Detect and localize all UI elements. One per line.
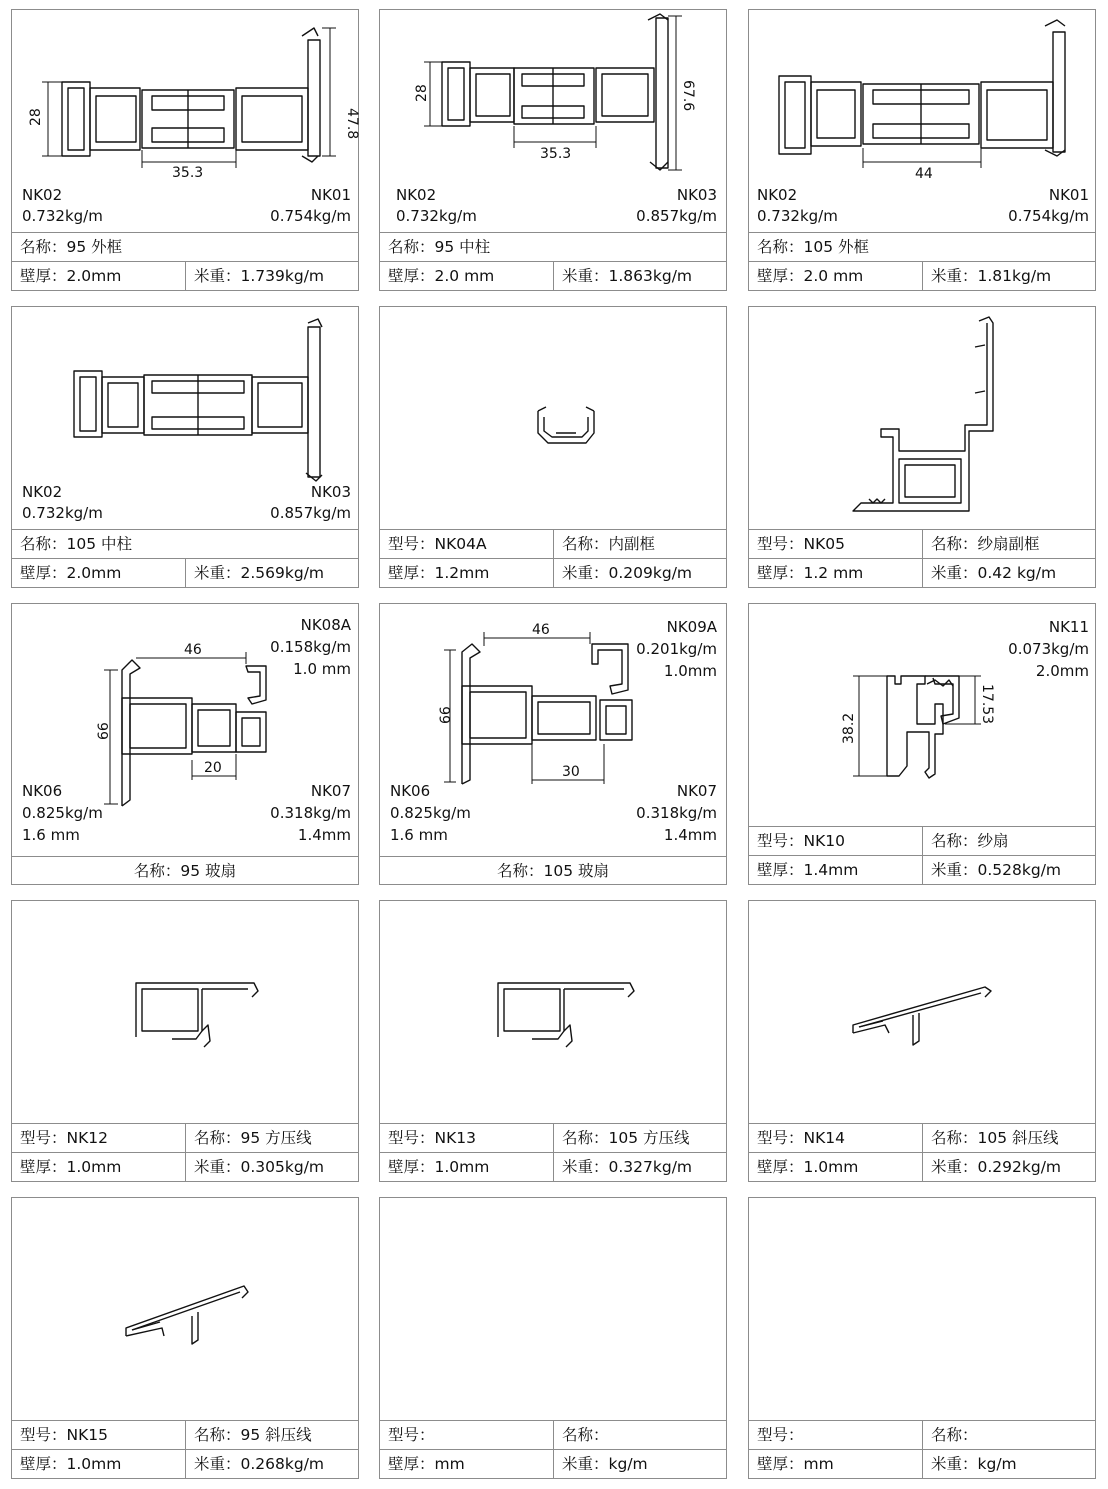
left-profile-code: NK02 [22,186,63,204]
wall-thickness-cell: 壁厚：2.0mm [12,262,186,290]
profile-drawing [12,901,358,1123]
dim-width: 35.3 [540,146,572,162]
top-right-profile-weight: 0.073kg/m [1008,640,1089,658]
dim-bottom: 30 [562,764,580,780]
unit-weight-cell: 米重：0.528kg/m [931,861,1062,879]
section-drawing-nk15 [12,1198,358,1420]
top-right-profile-weight: 0.201kg/m [636,640,717,658]
wall-thickness-cell: 壁厚：1.0mm [12,1153,186,1181]
profile-drawing [380,1198,726,1420]
name-row [380,856,726,885]
name-cell: 名称：105 外框 [757,238,870,256]
wall-thickness-cell: 壁厚：2.0 mm [380,262,554,290]
section-drawing-95-outer-frame [12,10,358,232]
unit-weight-cell: 米重：0.268kg/m [194,1455,325,1473]
right-profile-weight: 0.754kg/m [270,207,351,225]
name-cell: 名称：纱扇副框 [931,535,1040,553]
section-drawing-nk13 [380,901,726,1123]
profile-card-95-mullion [379,9,727,291]
profile-card-nk04a [379,306,727,588]
spec-row [749,261,1095,290]
wall-thickness-cell: 壁厚：1.0mm [12,1450,186,1478]
unit-weight-cell: 米重：2.569kg/m [194,564,325,582]
profile-card-nk14 [748,900,1096,1182]
unit-weight-cell: 米重：1.863kg/m [562,267,693,285]
top-right-profile-code: NK09A [666,618,717,636]
spec-row [380,558,726,587]
dim-left: 66 [96,722,112,740]
left-profile-code: NK02 [757,186,798,204]
dim-width: 35.3 [172,165,204,181]
dim-right: 67.6 [680,80,696,112]
wall-thickness-cell: 壁厚：1.0mm [380,1153,554,1181]
bottom-left-profile-thickness: 1.6 mm [22,826,80,844]
name-cell: 名称：纱扇 [931,832,1009,850]
profile-card-empty-2 [748,1197,1096,1479]
model-cell: 型号：NK04A [380,530,554,558]
profile-drawing [380,901,726,1123]
model-name-row [380,1420,726,1449]
model-name-row [749,1123,1095,1152]
profile-drawing [749,10,1095,232]
top-right-profile-weight: 0.158kg/m [270,638,351,656]
profile-card-nk12 [11,900,359,1182]
name-cell: 名称： [931,1426,978,1444]
section-drawing-nk05 [749,307,1095,529]
dim-width: 44 [915,166,933,182]
bottom-right-profile-code: NK07 [676,782,717,800]
unit-weight-cell: 米重：0.327kg/m [562,1158,693,1176]
name-cell: 名称：95 中柱 [388,238,491,256]
name-row [380,232,726,261]
unit-weight-cell: 米重：0.305kg/m [194,1158,325,1176]
dim-height: 28 [414,84,430,102]
model-cell: 型号： [749,1421,923,1449]
profile-card-95-outer-frame [11,9,359,291]
spec-row [749,855,1095,884]
profile-card-105-glass-sash [379,603,727,885]
profile-card-nk10-screen-sash [748,603,1096,885]
spec-row [380,1152,726,1181]
name-cell: 名称：95 外框 [20,238,123,256]
top-right-profile-code: NK11 [1048,618,1089,636]
unit-weight-cell: 米重：0.292kg/m [931,1158,1062,1176]
model-cell: 型号：NK13 [380,1124,554,1152]
spec-row [12,261,358,290]
right-profile-code: NK03 [676,186,717,204]
dim-right: 47.8 [344,108,360,140]
name-row [12,232,358,261]
profile-card-105-outer-frame [748,9,1096,291]
right-profile-code: NK01 [1048,186,1089,204]
profile-card-105-mullion [11,306,359,588]
bottom-right-profile-thickness: 1.4mm [297,826,351,844]
spec-row [749,558,1095,587]
dim-height: 28 [28,108,44,126]
spec-row [12,558,358,587]
spec-row [380,261,726,290]
name-cell: 名称：95 玻扇 [133,862,237,880]
top-right-profile-code: NK08A [300,616,351,634]
profile-card-empty-1 [379,1197,727,1479]
profile-drawing [380,307,726,529]
profile-drawing [749,307,1095,529]
profile-card-nk13 [379,900,727,1182]
model-name-row [380,529,726,558]
unit-weight-cell: 米重：kg/m [562,1455,648,1473]
model-cell: 型号：NK05 [749,530,923,558]
model-name-row [749,529,1095,558]
top-right-profile-thickness: 1.0mm [663,662,717,680]
left-profile-code: NK02 [396,186,437,204]
name-cell: 名称：95 斜压线 [194,1426,312,1444]
unit-weight-cell: 米重：kg/m [931,1455,1017,1473]
unit-weight-cell: 米重：1.81kg/m [931,267,1052,285]
bottom-right-profile-code: NK07 [310,782,351,800]
bottom-left-profile-code: NK06 [22,782,63,800]
left-profile-code: NK02 [22,483,63,501]
left-profile-weight: 0.732kg/m [22,207,103,225]
section-drawing-nk12 [12,901,358,1123]
spec-row [12,1449,358,1478]
left-profile-weight: 0.732kg/m [757,207,838,225]
section-drawing-105-mullion [12,307,358,529]
dim-left: 38.2 [841,712,857,744]
wall-thickness-cell: 壁厚：2.0 mm [749,262,923,290]
top-right-profile-thickness: 1.0 mm [293,660,351,678]
spec-row [380,1449,726,1478]
profile-drawing [749,901,1095,1123]
profile-drawing [749,1198,1095,1420]
name-cell: 名称：105 中柱 [20,535,133,553]
model-cell: 型号：NK15 [12,1421,186,1449]
dim-top: 46 [532,622,550,638]
dim-bottom: 20 [204,760,222,776]
unit-weight-cell: 米重：0.209kg/m [562,564,693,582]
bottom-right-profile-thickness: 1.4mm [663,826,717,844]
bottom-left-profile-weight: 0.825kg/m [22,804,103,822]
model-cell: 型号：NK14 [749,1124,923,1152]
dim-left: 66 [438,706,454,724]
left-profile-weight: 0.732kg/m [22,504,103,522]
wall-thickness-cell: 壁厚：mm [749,1450,923,1478]
unit-weight-cell: 米重：0.42 kg/m [931,564,1057,582]
name-cell: 名称：95 方压线 [194,1129,312,1147]
profile-drawing [12,307,358,529]
profile-drawing [12,1198,358,1420]
bottom-right-profile-weight: 0.318kg/m [636,804,717,822]
right-profile-code: NK03 [310,483,351,501]
spec-row [749,1152,1095,1181]
wall-thickness-cell: 壁厚：1.0mm [749,1153,923,1181]
dim-right: 17.53 [979,684,995,725]
right-profile-weight: 0.857kg/m [270,504,351,522]
dim-top: 46 [184,642,202,658]
top-right-profile-thickness: 2.0mm [1035,662,1089,680]
name-cell: 名称：105 斜压线 [931,1129,1059,1147]
name-cell: 名称：内副框 [562,535,656,553]
bottom-left-profile-code: NK06 [390,782,431,800]
bottom-left-profile-thickness: 1.6 mm [390,826,448,844]
name-cell: 名称：105 玻扇 [496,862,609,880]
right-profile-weight: 0.857kg/m [636,207,717,225]
profile-card-95-glass-sash [11,603,359,885]
right-profile-code: NK01 [310,186,351,204]
spec-row [749,1449,1095,1478]
name-cell: 名称： [562,1426,609,1444]
model-name-row [12,1420,358,1449]
model-cell: 型号：NK12 [12,1124,186,1152]
model-cell: 型号： [380,1421,554,1449]
name-cell: 名称：105 方压线 [562,1129,690,1147]
model-name-row [12,1123,358,1152]
section-drawing-nk04a [380,307,726,529]
name-row [749,232,1095,261]
name-row [12,856,358,885]
model-name-row [749,1420,1095,1449]
profile-drawing [12,10,358,232]
model-name-row [380,1123,726,1152]
wall-thickness-cell: 壁厚：1.4mm [749,856,923,884]
right-profile-weight: 0.754kg/m [1008,207,1089,225]
model-name-row [749,826,1095,855]
bottom-right-profile-weight: 0.318kg/m [270,804,351,822]
model-cell: 型号：NK10 [749,827,923,855]
profile-card-nk15 [11,1197,359,1479]
bottom-left-profile-weight: 0.825kg/m [390,804,471,822]
unit-weight-cell: 米重：1.739kg/m [194,267,325,285]
wall-thickness-cell: 壁厚：mm [380,1450,554,1478]
left-profile-weight: 0.732kg/m [396,207,477,225]
wall-thickness-cell: 壁厚：1.2 mm [749,559,923,587]
section-drawing-105-outer-frame [749,10,1095,232]
profile-card-nk05 [748,306,1096,588]
section-drawing-nk14 [749,901,1095,1123]
name-row [12,529,358,558]
wall-thickness-cell: 壁厚：1.2mm [380,559,554,587]
wall-thickness-cell: 壁厚：2.0mm [12,559,186,587]
spec-row [12,1152,358,1181]
